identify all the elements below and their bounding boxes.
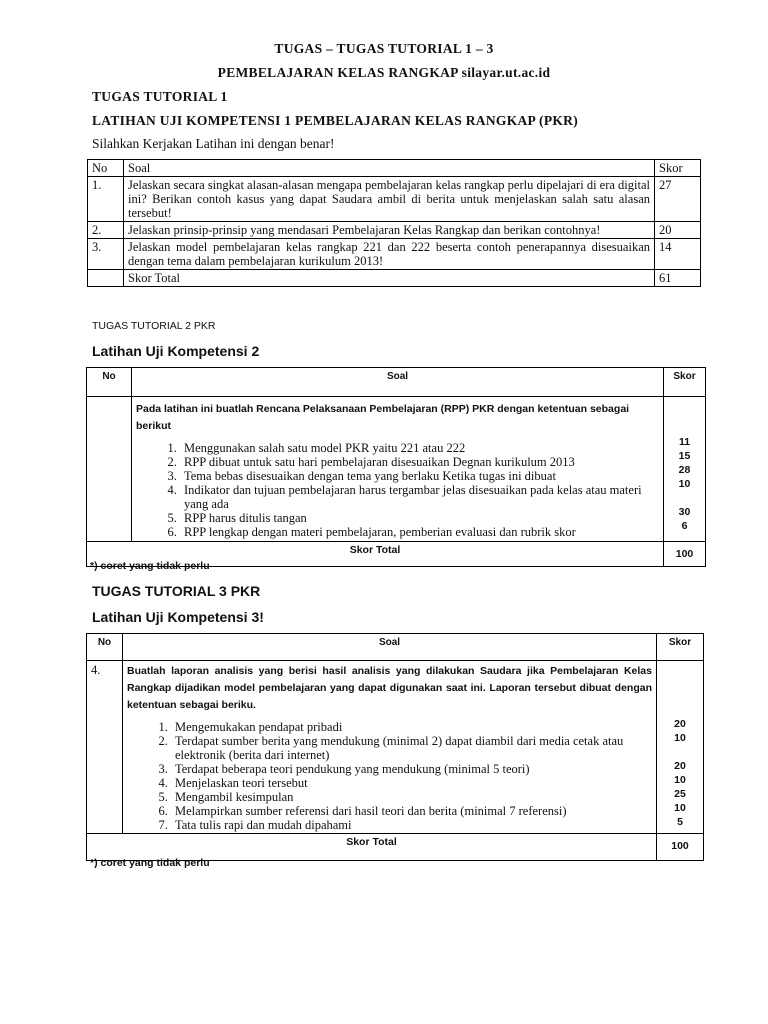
tutorial2-heading: TUGAS TUTORIAL 2 PKR — [92, 320, 216, 332]
row-no: 3. — [88, 239, 124, 270]
table-header-row — [87, 634, 704, 661]
row-soal — [132, 397, 664, 542]
table-header-row — [87, 368, 706, 397]
score-value: 20 — [674, 718, 686, 730]
total-row-blank — [88, 270, 124, 287]
column-header-skor: Skor — [664, 368, 706, 397]
list-item: 4. Menjelaskan teori tersebut — [171, 776, 652, 790]
score-value: 20 — [674, 760, 686, 772]
list-item: 1. Mengemukakan pendapat pribadi — [171, 720, 652, 734]
requirement-list — [136, 441, 659, 539]
list-item: 2. Terdapat sumber berita yang mendukung (minimal 2) dapat diambil dari media cetak atau elektronik (berita dari internet) — [171, 734, 652, 762]
score-value: 30 — [678, 506, 691, 518]
score-value: 25 — [674, 788, 686, 800]
column-header-no: No — [87, 368, 132, 397]
requirement-list — [127, 720, 652, 832]
list-item: 1. Menggunakan salah satu model PKR yaitu 221 atau 222 — [180, 441, 659, 455]
row-no: 2. — [88, 222, 124, 239]
task-intro: Buatlah laporan analisis yang berisi hasil analisis yang dilakukan Saudara jika Pembelajaran Kelas Rangkap dijadikan model pembelajaran yang dapat digunakan saat ini. Laporan tersebut dibuat dengan ketentuan sebagai beriku. — [127, 665, 652, 711]
score-value: 15 — [678, 450, 691, 462]
row-no — [87, 397, 132, 542]
score-value — [661, 745, 699, 759]
row-skor: 14 — [655, 239, 701, 270]
row-no: 1. — [88, 177, 124, 222]
total-label: Skor Total — [87, 834, 657, 861]
tutorial1-subheading: LATIHAN UJI KOMPETENSI 1 PEMBELAJARAN KELAS RANGKAP (PKR) — [92, 113, 579, 128]
row-skor — [657, 661, 704, 834]
row-no: 4. — [87, 661, 123, 834]
row-skor: 20 — [655, 222, 701, 239]
row-soal: Jelaskan secara singkat alasan-alasan mengapa pembelajaran kelas rangkap perlu dipelajari di era digital ini? Berikan contoh kasus yang dapat Saudara ambil di berita untuk menjelaskan salah satu alasan tersebut! — [124, 177, 655, 222]
score-value: 10 — [674, 732, 686, 744]
table-header-row — [88, 160, 701, 177]
total-label: Skor Total — [87, 542, 664, 567]
document-title: TUGAS – TUGAS TUTORIAL 1 – 3 — [274, 41, 494, 56]
score-value: 10 — [674, 802, 686, 814]
column-header-soal: Soal — [123, 634, 657, 661]
score-value: 5 — [677, 816, 683, 828]
list-item: 3. Tema bebas disesuaikan dengan tema yang berlaku Ketika tugas ini dibuat — [180, 469, 659, 483]
tutorial1-instruction: Silahkan Kerjakan Latihan ini dengan benar! — [92, 136, 335, 151]
tutorial2-subheading: Latihan Uji Kompetensi 2 — [92, 343, 260, 359]
tutorial2-table — [86, 367, 706, 567]
list-item: 4. Indikator dan tujuan pembelajaran harus tergambar jelas disesuaikan pada kelas atau materi yang ada — [180, 483, 659, 511]
score-value: 10 — [678, 478, 691, 490]
score-value: 11 — [678, 436, 691, 448]
tutorial1-heading: TUGAS TUTORIAL 1 — [92, 89, 228, 104]
list-item: 7. Tata tulis rapi dan mudah dipahami — [171, 818, 652, 832]
list-item: 6. Melampirkan sumber referensi dari hasil teori dan berita (minimal 7 referensi) — [171, 804, 652, 818]
total-row — [88, 270, 701, 287]
tutorial2-note: *) coret yang tidak perlu — [90, 560, 210, 572]
tutorial3-table — [86, 633, 704, 861]
total-label: Skor Total — [124, 270, 655, 287]
column-header-skor: Skor — [655, 160, 701, 177]
list-item: 5. RPP harus ditulis tangan — [180, 511, 659, 525]
total-value: 61 — [655, 270, 701, 287]
task-intro: Pada latihan ini buatlah Rencana Pelaksanaan Pembelajaran (RPP) PKR dengan ketentuan sebagai berikut — [136, 403, 630, 432]
list-item: 5. Mengambil kesimpulan — [171, 790, 652, 804]
tutorial3-note: *) coret yang tidak perlu — [90, 857, 210, 869]
tutorial3-heading: TUGAS TUTORIAL 3 PKR — [92, 583, 261, 599]
list-item: 6. RPP lengkap dengan materi pembelajaran, pemberian evaluasi dan rubrik skor — [180, 525, 659, 539]
column-header-soal: Soal — [124, 160, 655, 177]
column-header-skor: Skor — [657, 634, 704, 661]
list-item: 2. RPP dibuat untuk satu hari pembelajaran disesuaikan Degnan kurikulum 2013 — [180, 455, 659, 469]
table-row — [87, 661, 704, 834]
row-soal — [123, 661, 657, 834]
row-soal: Jelaskan prinsip-prinsip yang mendasari Pembelajaran Kelas Rangkap dan berikan contohnya! — [124, 222, 655, 239]
row-skor — [664, 397, 706, 542]
list-item: 3. Terdapat beberapa teori pendukung yang mendukung (minimal 5 teori) — [171, 762, 652, 776]
row-soal: Jelaskan model pembelajaran kelas rangkap 221 dan 222 beserta contoh penerapannya disesuaikan dengan tema dalam pembelajaran kurikulum 2013! — [124, 239, 655, 270]
row-skor: 27 — [655, 177, 701, 222]
column-header-no: No — [87, 634, 123, 661]
total-value: 100 — [657, 834, 704, 861]
document-subtitle: PEMBELAJARAN KELAS RANGKAP silayar.ut.ac.id — [217, 65, 551, 80]
table-row — [88, 239, 701, 270]
table-row — [87, 397, 706, 542]
score-value: 10 — [674, 774, 686, 786]
score-value: 28 — [678, 464, 691, 476]
table-row — [88, 177, 701, 222]
score-value: 6 — [681, 520, 688, 532]
table-row — [88, 222, 701, 239]
tutorial1-table — [87, 159, 701, 287]
tutorial3-subheading: Latihan Uji Kompetensi 3! — [92, 609, 264, 625]
column-header-no: No — [88, 160, 124, 177]
column-header-soal: Soal — [132, 368, 664, 397]
score-value — [668, 491, 701, 505]
total-value: 100 — [664, 542, 706, 567]
